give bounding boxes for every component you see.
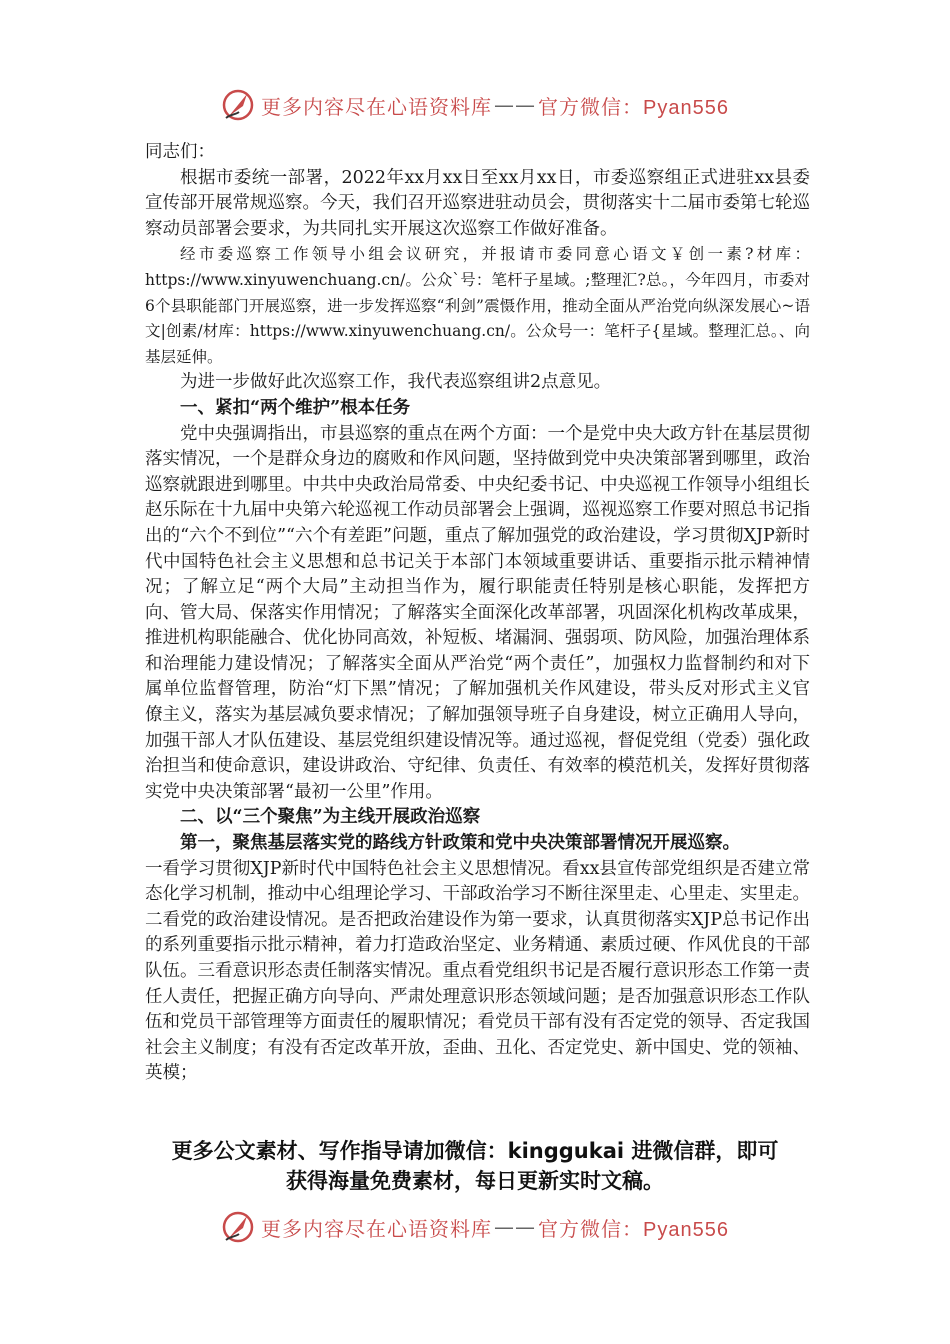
banner-text: 更多内容尽在心语资料库	[261, 94, 493, 119]
paragraph-2: 经市委巡察工作领导小组会议研究，并报请市委同意心语文￥创一素?材库：https://www.xinyuwenchuang.cn/。公众`号：笔杆子星域。;整理汇?总。，今年四月，市委对6个县职能部门开展巡察，进一步发挥巡察“利剑”震慑作用，推动全面从严治党向纵深发展心~语文|创素/材库：https://www.xinyuwenchuang.cn/。公众号一：笔杆子{星域。整理汇总。、向基层延伸。	[145, 245, 810, 366]
banner-contact: 官方微信：Pyan556	[538, 1218, 729, 1241]
promo-line-1: 更多公文素材、写作指导请加微信：kinggukai 进微信群，即可	[171, 1139, 779, 1163]
paragraph-5-lead: 第一，聚焦基层落实党的路线方针政策和党中央决策部署情况开展巡察。	[180, 833, 740, 854]
paragraph-3: 为进一步做好此次巡察工作，我代表巡察组讲2点意见。	[180, 372, 612, 393]
paragraph-5-text: 一看学习贯彻XJP新时代中国特色社会主义思想情况。看xx县宣传部党组织是否建立常态化学习机制，推动中心组理论学习、干部政治学习不断往深里走、心里走、实里走。二看党的政治建设情况。是否把政治建设作为第一要求，认真贯彻落实XJP总书记作出的系列重要指示批示精神，着力打造政治坚定、业务精通、素质过硬、作风优良的干部队伍。三看意识形态责任制落实情况。重点看党组织书记是否履行意识形态工作第一责任人责任，把握正确方向导向、严肃处理意识形态领域问题；是否加强意识形态工作队伍和党员干部管理等方面责任的履职情况；看党员干部有没有否定党的领导、否定我国社会主义制度；有没有否定改革开放，歪曲、丑化、否定党史、新中国史、党的领袖、英模；	[145, 858, 810, 1084]
footer-watermark-banner	[0, 1210, 950, 1244]
banner-dash: ——	[494, 1215, 537, 1239]
banner-dash: ——	[494, 93, 537, 117]
document-body	[145, 140, 810, 1087]
header-watermark-banner	[0, 88, 950, 122]
section-heading-2: 二、以“三个聚焦”为主线开展政治巡察	[180, 807, 481, 828]
promo-line-2: 获得海量免费素材，每日更新实时文稿。	[286, 1169, 664, 1193]
quill-logo-icon	[221, 88, 255, 122]
paragraph-5	[145, 831, 810, 1087]
section-heading-1: 一、紧扣“两个维护”根本任务	[180, 397, 411, 418]
quill-logo-icon	[221, 1210, 255, 1244]
banner-text: 更多内容尽在心语资料库	[261, 1216, 493, 1241]
promo-block	[120, 1136, 830, 1196]
greeting: 同志们：	[145, 142, 215, 162]
banner-contact: 官方微信：Pyan556	[538, 96, 729, 119]
paragraph-4: 党中央强调指出，市县巡察的重点在两个方面：一个是党中央大政方针在基层贯彻落实情况，一个是群众身边的腐败和作风问题，坚持做到党中央决策部署到哪里，政治巡察就跟进到哪里。中共中央政治局常委、中央纪委书记、中央巡视工作领导小组组长赵乐际在十九届中央第六轮巡视工作动员部署会上强调，巡视巡察工作要对照总书记指出的“六个不到位”“六个有差距”问题，重点了解加强党的政治建设，学习贯彻XJP新时代中国特色社会主义思想和总书记关于本部门本领域重要讲话、重要指示批示精神情况；了解立足“两个大局”主动担当作为，履行职能责任特别是核心职能，发挥把方向、管大局、保落实作用情况；了解落实全面深化改革部署，巩固深化机构改革成果，推进机构职能融合、优化协同高效，补短板、堵漏洞、强弱项、防风险，加强治理体系和治理能力建设情况；了解落实全面从严治党“两个责任”，加强权力监督制约和对下属单位监督管理，防治“灯下黑”情况；了解加强机关作风建设，带头反对形式主义官僚主义，落实为基层减负要求情况；了解加强领导班子自身建设，树立正确用人导向，加强干部人才队伍建设、基层党组织建设情况等。通过巡视，督促党组（党委）强化政治担当和使命意识，建设讲政治、守纪律、负责任、有效率的模范机关，发挥好贯彻落实党中央决策部署“最初一公里”作用。	[145, 423, 810, 802]
paragraph-1: 根据市委统一部署，2022年xx月xx日至xx月xx日，市委巡察组正式进驻xx县委宣传部开展常规巡察。今天，我们召开巡察进驻动员会，贯彻落实十二届市委第七轮巡察动员部署会要求，为共同扎实开展这次巡察工作做好准备。	[145, 167, 810, 239]
